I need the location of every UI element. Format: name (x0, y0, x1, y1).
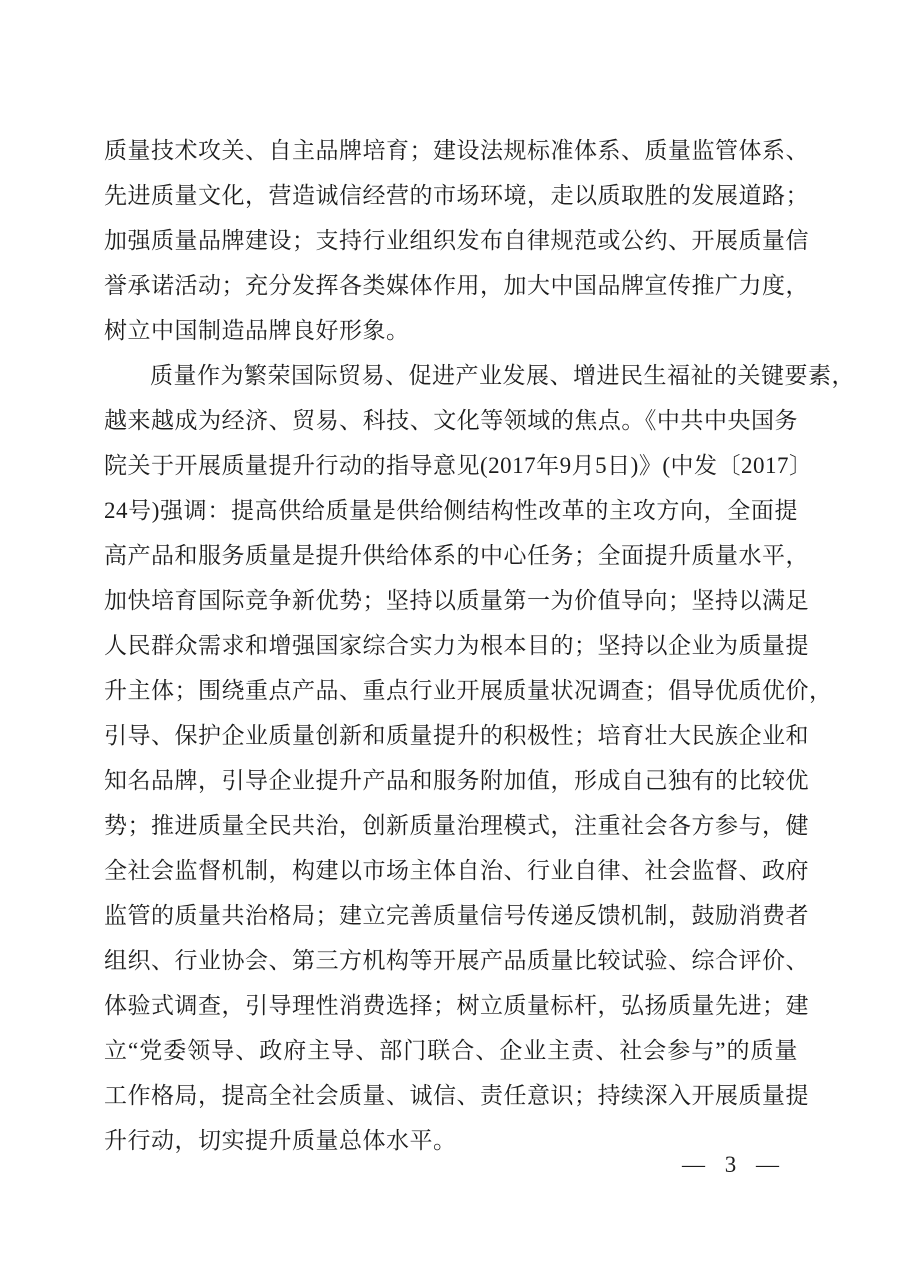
text-line: 人民群众需求和增强国家综合实力为根本目的；坚持以企业为质量提 (104, 633, 809, 658)
text-line: 24号)强调：提高供给质量是供给侧结构性改革的主攻方向，全面提 (104, 498, 798, 523)
text-line: 加快培育国际竞争新优势；坚持以质量第一为价值导向；坚持以满足 (104, 588, 809, 613)
text-line: 监管的质量共治格局；建立完善质量信号传递反馈机制，鼓励消费者 (104, 903, 809, 928)
text-line: 体验式调查，引导理性消费选择；树立质量标杆，弘扬质量先进；建 (104, 993, 809, 1018)
text-line: 势；推进质量全民共治，创新质量治理模式，注重社会各方参与，健 (104, 813, 809, 838)
text-line: 全社会监督机制，构建以市场主体自治、行业自律、社会监督、政府 (104, 858, 809, 883)
text-line: 誉承诺活动；充分发挥各类媒体作用，加大中国品牌宣传推广力度， (104, 273, 809, 298)
text-line: 知名品牌，引导企业提升产品和服务附加值，形成自己独有的比较优 (104, 768, 809, 793)
text-body (104, 128, 855, 1163)
page-number: — 3 — (682, 1152, 782, 1177)
text-line: 越来越成为经济、贸易、科技、文化等领域的焦点。《中共中央国务 (104, 408, 798, 433)
text-line: 升行动，切实提升质量总体水平。 (104, 1128, 457, 1153)
text-line: 升主体；围绕重点产品、重点行业开展质量状况调查；倡导优质优价， (104, 678, 833, 703)
text-line: 高产品和服务质量是提升供给体系的中心任务；全面提升质量水平， (104, 543, 809, 568)
text-line: 引导、保护企业质量创新和质量提升的积极性；培育壮大民族企业和 (104, 723, 809, 748)
text-line: 院关于开展质量提升行动的指导意见(2017年9月5日)》(中发〔2017〕 (104, 453, 813, 478)
text-line: 质量作为繁荣国际贸易、促进产业发展、增进民生福祉的关键要素， (150, 363, 855, 388)
text-line: 先进质量文化，营造诚信经营的市场环境，走以质取胜的发展道路； (104, 183, 809, 208)
text-line: 立“党委领导、政府主导、部门联合、企业主责、社会参与”的质量 (104, 1038, 798, 1063)
text-line: 树立中国制造品牌良好形象。 (104, 318, 410, 343)
text-line: 加强质量品牌建设；支持行业组织发布自律规范或公约、开展质量信 (104, 228, 809, 253)
text-line: 质量技术攻关、自主品牌培育；建设法规标准体系、质量监管体系、 (104, 138, 809, 163)
text-line: 工作格局，提高全社会质量、诚信、责任意识；持续深入开展质量提 (104, 1083, 809, 1108)
text-line: 组织、行业协会、第三方机构等开展产品质量比较试验、综合评价、 (104, 948, 809, 973)
